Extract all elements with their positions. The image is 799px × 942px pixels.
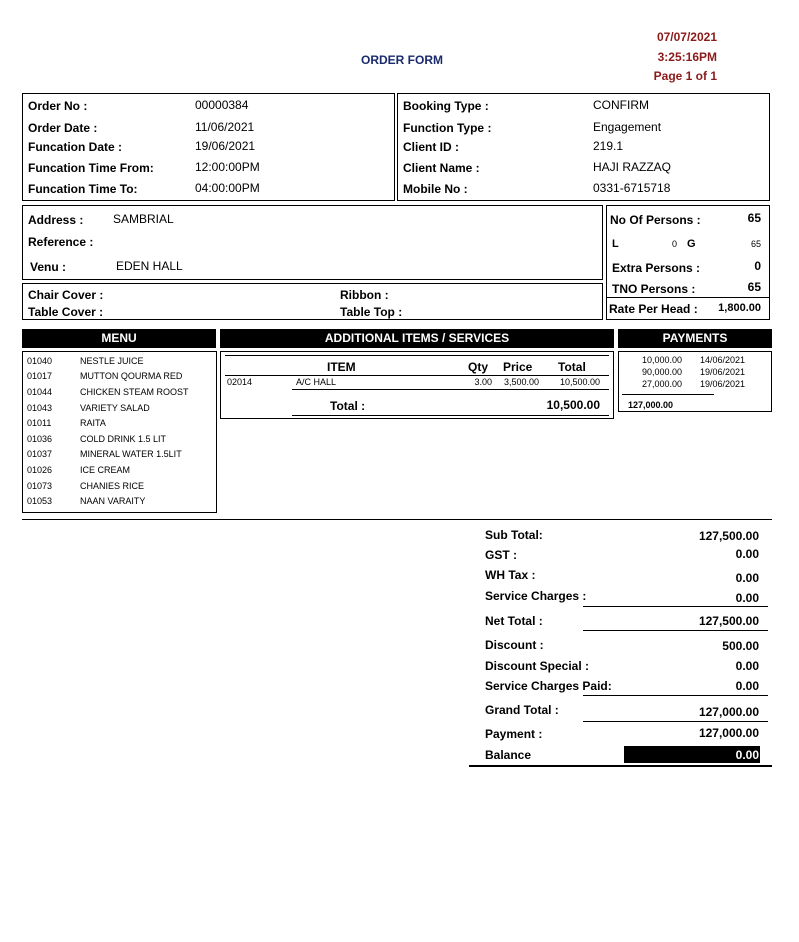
wh-tax-label: WH Tax : [485, 568, 536, 582]
additional-row-rule [292, 389, 609, 390]
chair-cover-label: Chair Cover : [28, 288, 104, 302]
gents-value: 65 [750, 239, 761, 249]
booking-type-label: Booking Type : [403, 99, 489, 113]
payments-total: 127,000.00 [628, 400, 674, 410]
extra-persons-value: 0 [754, 259, 761, 273]
function-time-from-label: Funcation Time From: [28, 161, 154, 175]
gst-value: 0.00 [735, 547, 759, 561]
net-total-label: Net Total : [485, 614, 543, 628]
print-date: 07/07/2021 [656, 30, 717, 44]
menu-item-name: VARIETY SALAD [80, 403, 150, 413]
discount-value: 500.00 [722, 639, 759, 653]
menu-item-name: ICE CREAM [80, 465, 131, 475]
ladies-label: L [612, 238, 619, 250]
service-charges-paid-rule [583, 695, 768, 696]
rate-per-head-value: 1,800.00 [718, 302, 761, 314]
summary-separator [22, 519, 772, 520]
net-total-value: 127,500.00 [698, 614, 759, 628]
sub-total-label: Sub Total: [485, 528, 543, 542]
page-number: Page 1 of 1 [653, 69, 717, 83]
mobile-no-label: Mobile No : [403, 182, 468, 196]
additional-row-total: 10,500.00 [559, 377, 600, 387]
payments-header: PAYMENTS [618, 329, 772, 348]
no-of-persons-value: 65 [747, 211, 761, 225]
payment-date: 19/06/2021 [700, 379, 746, 389]
menu-item-code: 01073 [27, 481, 53, 491]
menu-item-name: NESTLE JUICE [80, 356, 144, 366]
menu-header: MENU [22, 329, 216, 348]
menu-item-code: 01036 [27, 434, 53, 444]
menu-item-code: 01037 [27, 449, 53, 459]
grand-total-label: Grand Total : [485, 703, 559, 717]
balance-label: Balance [485, 748, 532, 762]
payment-value: 127,000.00 [698, 726, 759, 740]
client-id-label: Client ID : [403, 140, 459, 154]
net-total-rule [583, 630, 768, 631]
table-top-label: Table Top : [340, 305, 403, 319]
menu-item-name: COLD DRINK 1.5 LIT [80, 434, 167, 444]
col-qty-header: Qty [468, 360, 489, 374]
wh-tax-value: 0.00 [735, 571, 759, 585]
balance-underline [469, 765, 772, 767]
address-value: SAMBRIAL [113, 212, 174, 226]
print-time: 3:25:16PM [657, 50, 717, 64]
gents-label: G [687, 238, 696, 250]
function-type-value: Engagement [593, 120, 662, 134]
sub-total-value: 127,500.00 [698, 529, 759, 543]
grand-total-rule [583, 721, 768, 722]
reference-label: Reference : [28, 235, 94, 249]
booking-type-value: CONFIRM [593, 98, 649, 112]
function-date-label: Funcation Date : [28, 140, 123, 154]
additional-row-item: A/C HALL [296, 377, 337, 387]
mobile-no-value: 0331-6715718 [593, 181, 671, 195]
balance-value: 0.00 [735, 748, 759, 762]
address-label: Address : [28, 213, 84, 227]
page-title: ORDER FORM [361, 53, 443, 67]
rate-per-head-label: Rate Per Head : [609, 302, 698, 316]
function-time-to-value: 04:00:00PM [195, 181, 260, 195]
order-date-value: 11/06/2021 [195, 120, 255, 134]
order-no-value: 00000384 [195, 98, 249, 112]
table-cover-label: Table Cover : [28, 305, 104, 319]
ribbon-label: Ribbon : [340, 288, 389, 302]
col-price-header: Price [503, 360, 533, 374]
address-box [22, 205, 603, 280]
tno-persons-value: 65 [747, 280, 761, 294]
menu-item-code: 01011 [27, 418, 52, 428]
ladies-value: 0 [672, 239, 678, 249]
additional-total-rule [292, 415, 609, 416]
persons-divider [606, 297, 770, 298]
menu-item-name: NAAN VARAITY [80, 496, 146, 506]
extra-persons-label: Extra Persons : [612, 261, 701, 275]
additional-row-qty: 3.00 [474, 377, 492, 387]
discount-label: Discount : [485, 638, 544, 652]
additional-row-code: 02014 [227, 377, 253, 387]
client-id-value: 219.1 [593, 139, 624, 153]
additional-header-rule [225, 375, 609, 376]
no-of-persons-label: No Of Persons : [610, 213, 701, 227]
client-name-value: HAJI RAZZAQ [593, 160, 672, 174]
payment-amount: 10,000.00 [641, 355, 682, 365]
menu-item-code: 01026 [27, 465, 53, 475]
service-charges-label: Service Charges : [485, 589, 587, 603]
order-date-label: Order Date : [28, 121, 98, 135]
function-date-value: 19/06/2021 [195, 139, 256, 153]
payment-label: Payment : [485, 727, 543, 741]
payment-date: 14/06/2021 [700, 355, 746, 365]
order-no-label: Order No : [28, 99, 88, 113]
payment-date: 19/06/2021 [700, 367, 746, 377]
menu-item-name: RAITA [80, 418, 106, 428]
additional-row-price: 3,500.00 [503, 377, 539, 387]
service-charges-paid-value: 0.00 [735, 679, 759, 693]
col-total-header: Total [558, 360, 586, 374]
tno-persons-label: TNO Persons : [612, 282, 696, 296]
discount-special-label: Discount Special : [485, 659, 590, 673]
service-charges-paid-label: Service Charges Paid: [485, 679, 612, 693]
service-charges-value: 0.00 [735, 591, 759, 605]
venue-value: EDEN HALL [116, 259, 183, 273]
function-time-to-label: Funcation Time To: [28, 182, 138, 196]
col-item-header: ITEM [327, 360, 356, 374]
additional-top-rule [225, 355, 609, 356]
discount-special-value: 0.00 [735, 659, 759, 673]
additional-items-header: ADDITIONAL ITEMS / SERVICES [220, 329, 614, 348]
payment-amount: 27,000.00 [641, 379, 682, 389]
function-type-label: Function Type : [403, 121, 492, 135]
service-charges-rule [583, 606, 768, 607]
menu-item-code: 01017 [27, 371, 53, 381]
grand-total-value: 127,000.00 [698, 705, 759, 719]
menu-item-name: CHANIES RICE [80, 481, 145, 491]
function-time-from-value: 12:00:00PM [195, 160, 260, 174]
additional-total-value: 10,500.00 [546, 398, 600, 412]
menu-item-code: 01044 [27, 387, 53, 397]
menu-item-code: 01040 [27, 356, 53, 366]
payments-rule [622, 394, 714, 395]
menu-item-code: 01053 [27, 496, 53, 506]
menu-item-code: 01043 [27, 403, 53, 413]
venue-label: Venu : [30, 260, 67, 274]
menu-item-name: MINERAL WATER 1.5LIT [80, 449, 182, 459]
menu-item-name: MUTTON QOURMA RED [80, 371, 183, 381]
cover-box [22, 283, 603, 320]
menu-item-name: CHICKEN STEAM ROOST [80, 387, 189, 397]
gst-label: GST : [485, 548, 517, 562]
client-name-label: Client Name : [403, 161, 480, 175]
payment-amount: 90,000.00 [641, 367, 682, 377]
additional-total-label: Total : [330, 399, 366, 413]
